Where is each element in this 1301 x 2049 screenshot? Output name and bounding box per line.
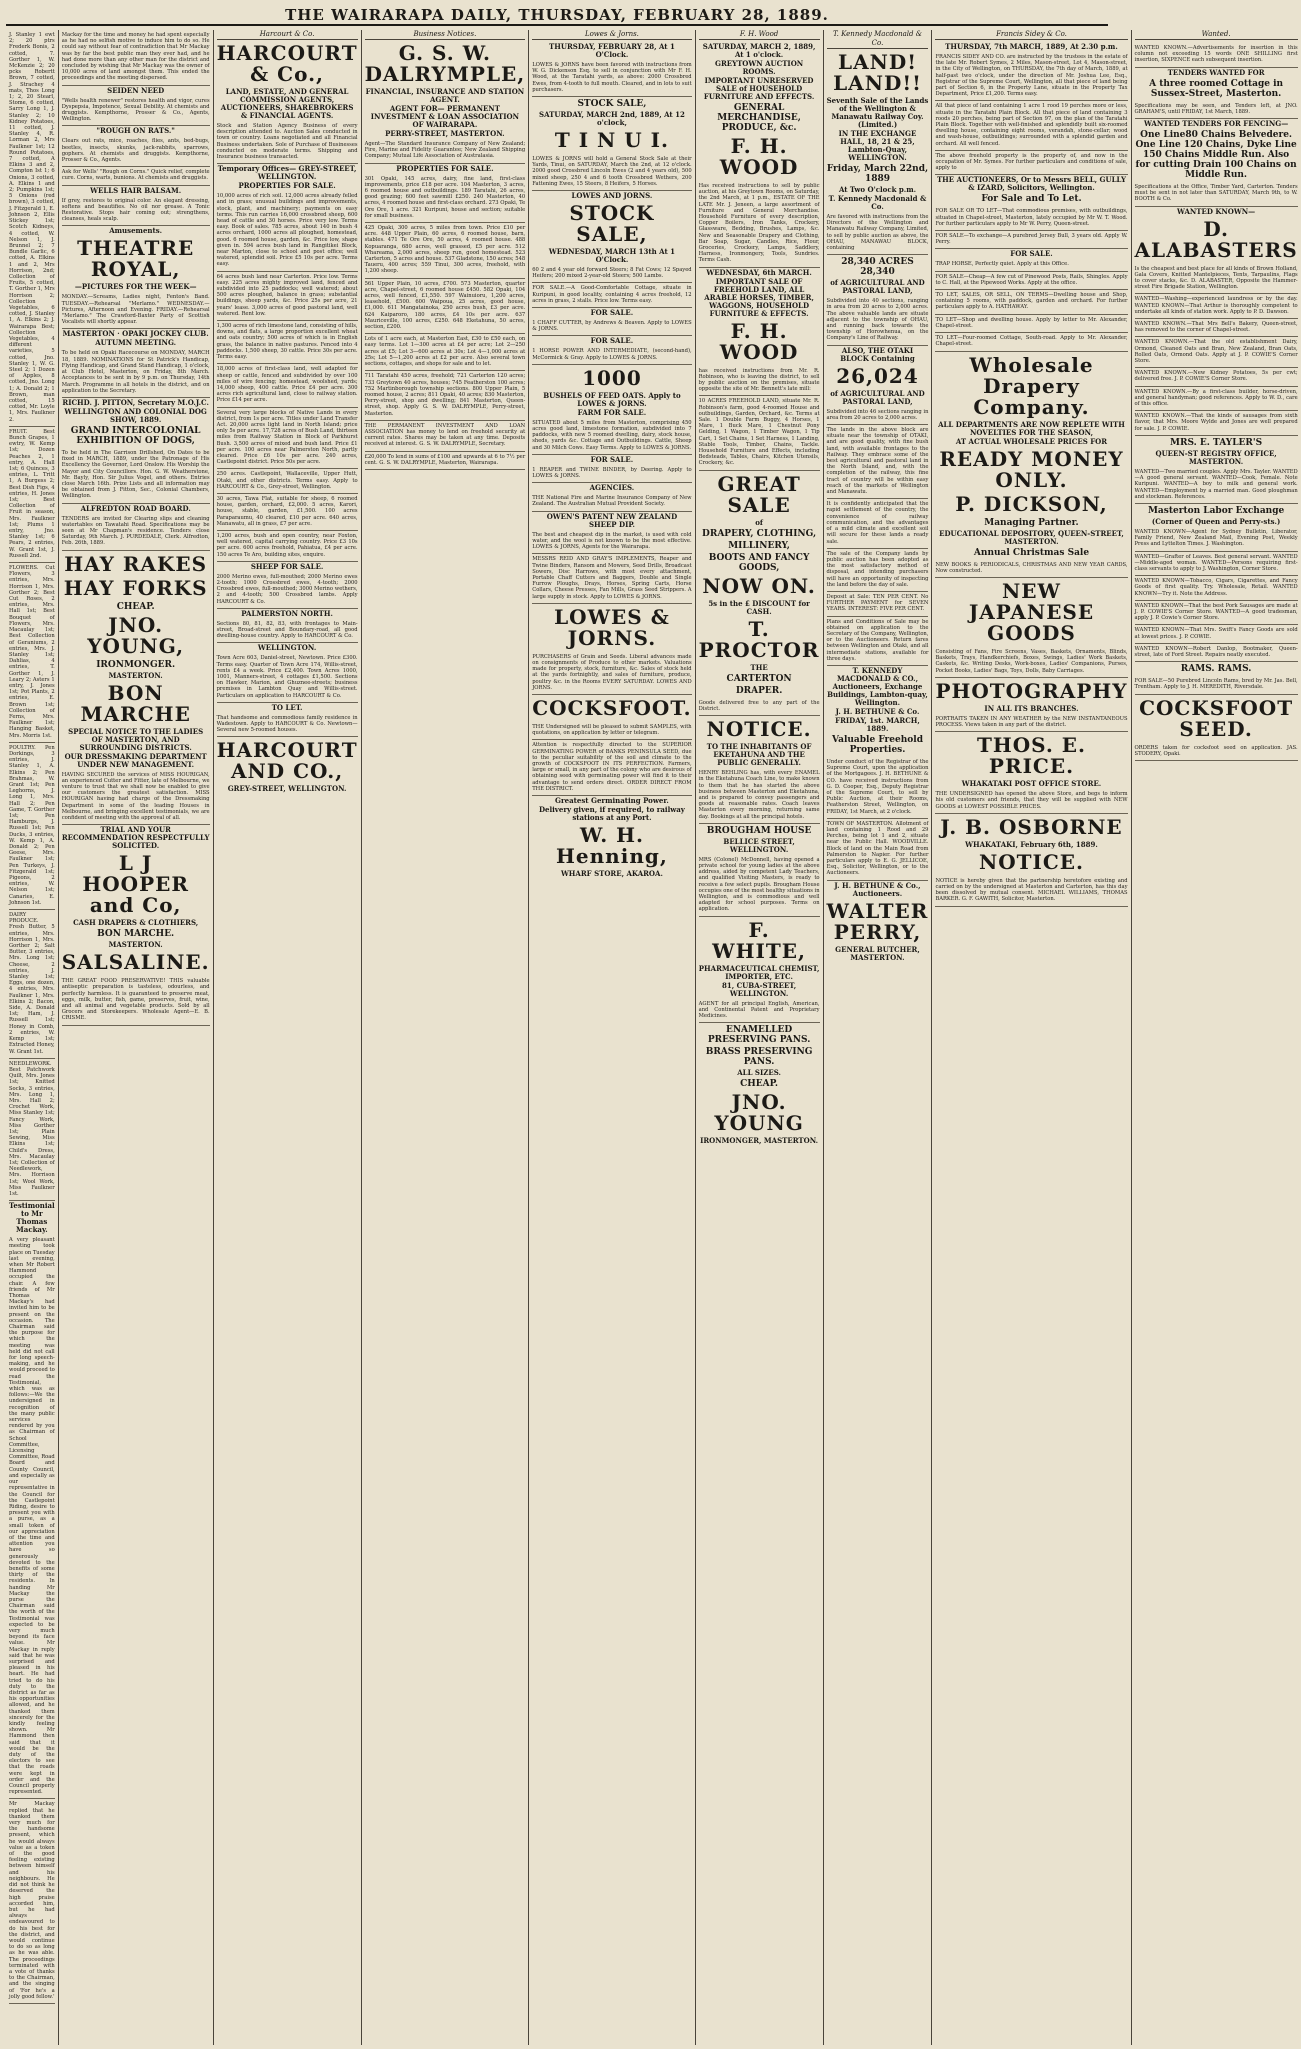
display-headline: HARCOURT & Co., bbox=[216, 41, 358, 86]
display-headline: T. PROCTOR bbox=[698, 616, 820, 662]
heading: LAND, ESTATE, AND GENERAL COMMISSION AGENTS, AUCTIONEERS, SHAREBROKERS & FINANCIAL AGENTS. bbox=[220, 87, 354, 120]
heading: PROPERTIES FOR SALE. bbox=[396, 163, 494, 173]
article-text: 10,000 acres of rich soil. 12,000 acres already felled and in grass; unusual buildings and improvements, stock, plant, and machinery; payments on easy terms. This run carries 16,000 crossbred sheep, 600 head of cattle and 30 horses. Price very low. Terms easy. Book of sales. 785 acres, about 140 in bush 4 acres orchard, 1000 acres all ploughed, homestead, good. 6 roomed house, garden, &c. Price low, shape given in. 594 acres bush land in Rangitikei Block, near Marton, close to school and post office; well watered, splendid soil. Price £5 10s per acre. Terms easy. bbox=[217, 191, 358, 271]
subheading: RAMS. RAMS. bbox=[1180, 664, 1252, 675]
article-text: FOR SALE—To exchange—A purebred Jersey Bull, 3 years old. Apply W. Perry. bbox=[935, 231, 1127, 249]
article-text: J. Stanley 1 ewt 2; 20 ptrs Frederk Bonis, 2 cotted, 7. Gorther 1, W. McKenzie 2; 20 pcks Robertt Brown, 7 cotted, J. Strachey 4 mats, Thos Long 1; 2, 20 Stearl, Stome, 6 cotted, Sarry Long 1, J. Stanley 2; 10 Kidney Potatoes, 11 cotted, J. Stanley 4, R. Lorman 2, Mrs Faulkner 1st; 12 Round Potatoes, 7 cotted, A Elkins 3 and 2, Compton Ist 1; 6 Onions, 3 cotted, A. Elkins 1 and 2; Pumpkins 1st; 5 Onions (red brown), 3 cotted, J. Fitzgerald 1, E. Johnson 2, Ellis Stickey 1st; Scotch Kidneys, 4 cotted, W. Nelson 1, J. Brunnel 2; 7 Bundle Garlic, 6 cotted, A. Elkins 1 and 2, Mrs Horrison, 2nd; Collection of Fruits, 5 cotted, T. Gorther 1, Mrs Horrison 2; Collection Vegetables, 6 cotted, J. Stanley 1, A. Elkins 2; J. Wairarapa Best; Collection Vegetables, 4 different varieties, 5 cotted, Jno. Stanley 1, W. G. Steel 2; 1 Dozen of Apples, 8 cotted, Jno. Long 1; A. Donald 2; 1 Brown, man cotted, 15 cotted, Mr. Loyle 1, Mrs. Faulkner 2. bbox=[9, 30, 55, 427]
column-header: Harcourt & Co. bbox=[217, 30, 358, 40]
display-headline: HARCOURT AND CO., bbox=[216, 738, 358, 784]
heading: 81, CUBA-STREET, WELLINGTON. bbox=[721, 980, 797, 998]
article-text: NOTICE is hereby given that the partnership heretofore existing and carried on by the undersigned at Masterton and Carterton, has this day been dissolved by mutual consent. MICHAEL WILLIAMS, THOMAS BARKER. G. F. GAWITH, Solicitor, Masterton. bbox=[935, 876, 1127, 907]
article-text: PORTRAITS TAKEN IN ANY WEATHER by the NEW INSTANTANEOUS PROCESS. Views taken in any part of the district. bbox=[935, 714, 1127, 732]
article-text: MONDAY.—Screams, Ladies night, Fenton's Band. TUESDAY.—Rehearsal "Merlamo." WEDNESDAY.—Pictures, Afternoon and Evening. FRIDAY.—Rehearsal "Merlamo." The Crawford-Baxter Party of Scottish Vocalists will shortly appear. bbox=[62, 292, 210, 329]
heading: PALMERSTON NORTH. bbox=[241, 608, 333, 618]
article-text: 1 HORSE POWER AND INTERMEDIATE, (second-hand), McCormick & Gray. Apply to LOWES & JORNS. bbox=[532, 346, 691, 364]
article-text: POULTRY. Pen Dorkings, 3 entries, J. Stanley 1, A. Elkins 2; Pen Brahmas, W. Grant 1st; Pen Leghorns, J. Long 1, Mrs. Hall 2; Pen Game, T. Gorther 1st; Pen Hamburgs, J. Russell 1st; Pen Ducks, 3 entries, W. Kemp 1, A. Donald 2; Pen Geese, Mrs. Faulkner 1st; Pen Turkeys, J. Fitzgerald 1st; Pigeons, 2 entries, W. Nelson 1st; Canaries, E. Johnson 1st. bbox=[9, 743, 55, 910]
display-headline: F. H. WOOD bbox=[719, 318, 799, 364]
article-text: FOR SALE—Cheap—A few cut of Pinewood Posts, Rails, Shingles. Apply to C. Hall, at the Pipewood Works. Apply at the office. bbox=[935, 272, 1127, 290]
display-headline: L J HOOPER and Co, bbox=[82, 851, 189, 918]
columns-container bbox=[6, 30, 1298, 2045]
article-text: has received instructions from Mr. R. Robinson, who is leaving the district, to sell by public auction on the premises, situate opposite the site of Mr. Bennett's late mill: bbox=[699, 366, 820, 397]
article-text: WANTED KNOWN—Agent for Sydney Bulletin, Liberator, Family Friend, New Zealand Mail, Evening Post, Weekly Press and Lyttelton Times. J. Washington. bbox=[1135, 527, 1298, 552]
article-text: 1 CHAFF CUTTER, by Andrews & Beaven. Apply to LOWES & JORNS. bbox=[532, 318, 691, 336]
article-text: Plans and Conditions of Sale may be obtained on application to the Secretary of the Company, Wellington, or to the Auctioneers. Return fares between Wellington and Otaki, and all intermediate stations, available for three days. bbox=[827, 617, 929, 666]
article-text: WANTED—Two married couples. Apply Mrs. Tayler. WANTED—A good general servant. WANTED—Cook, Female. Note Kuripuni. WANTED—A boy to milk and general work. WANTED—Employment by a married man. Good ploughman and stockman. References. bbox=[1135, 467, 1298, 504]
heading: SEIDEN NEED bbox=[107, 85, 165, 95]
display-headline: LAND! LAND!! bbox=[833, 50, 922, 95]
article-text: Attention is respectfully directed to the SUPERIOR GERMINATING POWER of BANKS PENINSULA SEED, due to the peculiar suitability of the soil and climate to the growth of COCKSFOOT IN ITS PERFECTION. Farmers, large or small, in any part of the colony who are desirous of obtaining seed with germinating power will find it to their advantage to send orders direct. ORDER DIRECT FROM THE DISTRICT. bbox=[532, 740, 691, 796]
subheading: DRAPERY, CLOTHING, bbox=[702, 528, 817, 539]
subheading: GENERAL MERCHANDISE, PRODUCE, &c. bbox=[717, 103, 801, 133]
heading: SATURDAY, MARCH 2nd, 1889, At 12 o'clock, bbox=[539, 110, 685, 128]
article-text: Ask for Wells' "Rough on Corns." Quick relief, complete cure. Corns, warts, bunions. At chemists and druggists. bbox=[62, 167, 210, 185]
heading: TO LET. bbox=[271, 702, 303, 712]
subheading: For Sale and To Let. bbox=[981, 194, 1082, 205]
article-text: Subdivided into 46 sections ranging in area from 20 acres to 2,000 acres. bbox=[827, 407, 929, 425]
display-headline: NEW JAPANESE GOODS bbox=[968, 578, 1095, 645]
display-headline: WALTER PERRY, bbox=[826, 898, 929, 944]
heading: WELLINGTON AND COLONIAL DOG SHOW, 1889. bbox=[64, 406, 207, 424]
article-text: Goods delivered free to any part of the District. bbox=[699, 698, 820, 716]
heading: FOR SALE. bbox=[590, 454, 634, 464]
column-7 bbox=[823, 30, 932, 2045]
heading: THE bbox=[750, 662, 768, 672]
article-text: MRS (Colonel) McDonnell, having opened a private school for young ladies at the above address, aided by competent Lady Teachers, and qualified Visiting Masters, is ready to receive a few select pupils. Brougham House occupies one of the most healthy situations in Wellington, and is commodious and well adapted for school purposes. Terms on application. bbox=[699, 855, 820, 917]
heading: MASTERTON · OPAKI JOCKEY CLUB. bbox=[62, 329, 209, 339]
article-text: PURCHASERS of Grain and Seeds. Liberal advances made on consignments of Produce to other markets. Valuations made for property, stock, furniture, &c. Sales of stock held at the yards fortnightly, and sales of furniture, produce, poultry &c. in the Rooms EVERY SATURDAY. LOWES AND JORNS. bbox=[532, 652, 691, 695]
article-text: WANTED KNOWN.—Advertisements for insertion in this column not exceeding 15 words ONE SHILLING first insertion, SIXPENCE each subsequent insertion. bbox=[1135, 43, 1298, 68]
article-text: WANTED KNOWN—That the best Pork Sausages are made at J. P. COWIE'S Corner Store. WANTED—A good tradesman, apply J. P. Cowie's Corner Store. bbox=[1135, 601, 1298, 626]
subheading: BOOTS AND FANCY GOODS, bbox=[708, 552, 810, 573]
article-text: 2000 Merino ewes, full-mouthed; 2000 Merino ewes 2-tooth; 1000 Crossbred ewes, 4-tooth; 2000 Crossbred ewes, full-mouthed; 3000 Merino wethers, 2 and 4-tooth; 500 Crossbred lambs. Apply HARCOURT & Co. bbox=[217, 572, 358, 609]
article-text: Specifications may be seen, and Tenders left, at JNO. GRAHAM'S, until FRIDAY, 1st March, 1889. bbox=[1135, 101, 1298, 119]
article-text: 64 acres bush land near Carterton. Price low. Terms easy. 225 acres mighty improved land, fenced and subdivided into 25 paddocks; well watered; about 500 acres ploughed, balance in grass; substantial buildings, sheep yards, &c. Price 25s per acre, 21 years' lease. 3,000 acres of good pastoral land, well watered. Rent low. bbox=[217, 272, 358, 321]
article-text: THE PERMANENT INVESTMENT AND LOAN ASSOCIATION has money to lend on freehold security at current rates. Shares may be taken at any time. Deposits received at interest. G. S. W. DALRYMPLE, Secretary. bbox=[365, 421, 526, 452]
article-text: SITUATED about 5 miles from Masterton, comprising 450 acres good land, limestone formation, subdivided into 7 paddocks, with new 5 roomed dwelling, dairy, stock house, sheds, yards &c. Cottage and Outbuildings. Cattle, Sheep and 30 Milch Cows. Easy Terms. Apply to LOWES & JORNS. bbox=[532, 418, 691, 455]
heading: ALL SIZES. bbox=[737, 1068, 781, 1078]
heading: Greatest Germinating Power. bbox=[555, 795, 669, 805]
article-text: NEEDLEWORK. Best Patchwork Quilt, Mrs. Jones 1st; Knitted Socks, 3 entries, Mrs. Long 1, Mrs. Hall 2; Crochet Work, Miss Stanley 1st; Fancy Work, Miss Gorther 1st; Plain Sewing, Miss Elkins 1st; Child's Dress, Mrs. Macaulay 1st; Collection of Needlework, Mrs. Horrison 1st; Wool Work, Miss Faulkner 1st. bbox=[9, 1059, 55, 1201]
article-text: Lots of 1 acre each, at Masterton East, £30 to £50 each, on easy terms. Lot 1—300 acres at £4 per acre; Lot 2—250 acres at £5; Lot 3—600 acres at 30s; Lot 4—1,000 acres at 25s; Lot 5—1,200 acres at £2 per acre. Also several town sections, cottages, and shops for sale and to let. bbox=[365, 334, 526, 371]
subheading: STOCK SALE, bbox=[577, 99, 647, 110]
heading: WANTED TENDERS FOR FENCING— bbox=[1144, 119, 1289, 129]
heading: WEDNESDAY, 6th MARCH. bbox=[706, 267, 812, 277]
article-text: THE National Fire and Marine Insurance Company of New Zealand. The Australian Mutual Provident Society. bbox=[532, 493, 691, 511]
heading: RICHD. J. PITTON, Secretary M.O.J.C. bbox=[62, 397, 209, 407]
heading: TRIAL AND YOUR RECOMMENDATION RESPECTFULLY SOLICITED. bbox=[61, 825, 210, 851]
heading: THE AUCTIONEERS, Or to Messrs BELL, GULLY & IZARD, Solicitors, Wellington. bbox=[936, 175, 1126, 193]
display-headline: READY MONEY ONLY. bbox=[939, 446, 1124, 492]
heading: TO THE INHABITANTS OF EKETAHUNA AND THE PUBLIC GENERALLY. bbox=[706, 742, 812, 768]
column-8 bbox=[931, 30, 1130, 2045]
article-text: 18,000 acres of first-class land, well adapted for sheep or cattle, fenced and subdivided by over 100 miles of wire fencing; homestead, woolshed, yards; 14,000 sheep, 400 cattle. Price £4 per acre. 300 acres rich agricultural land, close to railway station. Price £14 per acre. bbox=[217, 364, 358, 407]
subheading: 28,340 ACRES 28,340 bbox=[841, 257, 914, 278]
heading: SPECIAL NOTICE TO THE LADIES OF MASTERTON, AND SURROUNDING DISTRICTS. bbox=[68, 726, 204, 752]
article-text: HENRY BEHLING has, with every ENAMEL in the Eketahuna Coach Line, to make known to them that he has started the above business between Masterton and Eketahuna, and is prepared to convey passengers and goods at reasonable rates. Coach leaves Masterton every morning, returning same day. Bookings at all the principal hotels. bbox=[699, 768, 820, 824]
display-headline: T I N U I. bbox=[554, 128, 669, 153]
column-2 bbox=[58, 30, 213, 2045]
heading: SHEEP FOR SALE. bbox=[250, 561, 324, 571]
article-text: Subdivided into 40 sections, ranging in area from 20 acres to 2,000 acres. The above valuable lands are situate adjacent to the township of OHAU, and running back towards the township of Horowhenua, on the Company's Line of Railway. bbox=[827, 296, 929, 345]
subheading: One Line80 Chains Belvedere. One Line 120 Chains, Dyke Line 150 Chains Middle Run. Also for cutting Drain 100 Chains on Middle Run. bbox=[1135, 130, 1297, 181]
subheading: BRASS PRESERVING PANS. bbox=[705, 1047, 813, 1068]
article-text: Agent—The Standard Insurance Company of New Zealand; Fire, Marine and Fidelity Guarantee; New Zealand Shipping Company; Mutual Life Association of Australasia. bbox=[365, 139, 526, 164]
article-text: FOR SALE OR TO LET—That commodious premises, with outbuildings, situated in Chapel-street, Masterton, lately occupied by Mr W. T. Wood. For further particulars apply to Mr W. Perry, Queen-street. bbox=[935, 206, 1127, 231]
article-text: 1,200 acres, bush and open country, near Foxton, well watered, capital carrying country. Price £3 10s per acre. 600 acres freehold, Pahiatua, £4 per acre. 150 acres Te Aro, building sites, enquire. bbox=[217, 531, 358, 562]
subheading: ENAMELLED PRESERVING PANS. bbox=[707, 1025, 811, 1046]
subheading: A three roomed Cottage in Sussex-Street, Masterton. bbox=[1149, 78, 1284, 99]
subheading: CARTERTON bbox=[726, 673, 792, 684]
heading: OUR DRESSMAKING DEPARTMENT UNDER NEW MANAGEMENT. bbox=[64, 751, 207, 769]
heading: AUTUMN MEETING. bbox=[95, 338, 177, 348]
column-header: Lowes & Jorns. bbox=[532, 30, 691, 40]
article-text: Several very large blocks of Native Lands in every district, from 1s per acre. Titles under Land Transfer Act. 20,000 acres light land in North Island; price only 5s per acre. 17,728 acres of Bush Land, thirteen miles from Railway Station in Block of Parkhurst Bush. 3,500 acres of mixed and bush land. Price £1 per acre. 100 acres near Palmerston North, partly cleared. Price £6 10s per acre. 240 acres, Castlepoint district. Price 50s per acre. bbox=[217, 408, 358, 470]
article-text: FOR SALE—50 Purebred Lincoln Rams, bred by Mr. Jas. Bell, Trentham. Apply to J. H. MEREDITH, Riversdale. bbox=[1135, 676, 1298, 694]
article-text: 711 Taratahi 450 acres, freehold; 721 Carterton 120 acres; 733 Greytown 40 acres, houses; 745 Featherston 100 acres; 752 Martinborough township sections. 800 Upper Plain, 5 roomed house, 2 acres; 811 Opaki, 40 acres; 830 Masterton, Perry-street, shop and dwelling; 841 Masterton, Queen-street, shop. Apply G. S. W. DALRYMPLE, Perry-street, Masterton. bbox=[365, 371, 526, 420]
heading: GREYTOWN AUCTION ROOMS. bbox=[714, 59, 804, 76]
article-text: WANTED KNOWN.—New Kidney Potatoes, 5s per cwt; delivered free. J. P. COWIE'S Corner Store. bbox=[1135, 368, 1298, 386]
heading: LOWES AND JORNS. bbox=[571, 191, 653, 201]
article-text: Sections 80, 81, 82, 83, with frontages to Main-street, Broad-street and Boundary-road, all good dwelling-house country. Apply to HARCOURT & Co. bbox=[217, 619, 358, 644]
display-headline: 1000 bbox=[582, 365, 642, 390]
subheading: MRS. E. TAYLER'S bbox=[1170, 437, 1263, 448]
article-text: 425 Opaki, 300 acres, 5 miles from town. Price £10 per acre. 448 Upper Plain, 60 acres, 6 roomed house, barn, stables. 471 Te Ore Ore, 50 acres, 4 roomed house. 488 Kopuaranga, 680 acres, well grassed, £5 per acre. 512 Whareama, 2,000 acres, sheep run, good homestead. 523 Carterton, 5 acres and house. 537 Gladstone, 150 acres; 548 Taueru, 400 acres; 559 Tinui, 300 acres, freehold, with 1,200 sheep. bbox=[365, 223, 526, 279]
article-text: Specifications at the Office, Timber Yard, Carterton. Tenders must be sent in not later than SATURDAY, March 9th, to W. BOOTH & Co. bbox=[1135, 182, 1298, 207]
heading: FOR SALE. bbox=[590, 336, 634, 346]
article-text: TO LET—Shop and dwelling house. Apply by letter to Mr. Alexander, Chapel-street. bbox=[935, 315, 1127, 333]
heading: WHAKATAKI POST OFFICE STORE. bbox=[961, 779, 1102, 789]
heading: FOR SALE. bbox=[590, 308, 634, 318]
article-text: 1 REAPER and TWINE BINDER, by Deering. Apply to LOWES & JORNS. bbox=[532, 465, 691, 483]
display-headline: Wholesale Drapery Company. bbox=[969, 352, 1094, 419]
heading: PHARMACEUTICAL CHEMIST, IMPORTER, ETC. bbox=[698, 963, 820, 981]
heading: IRONMONGER, MASTERTON. bbox=[700, 1136, 819, 1146]
display-headline: 26,024 bbox=[836, 363, 919, 388]
display-headline: F. WHITE, bbox=[712, 917, 806, 963]
article-text: £20,000 To lend in sums of £100 and upwards at 6 to 7½ per cent. G. S. W. DALRYMPLE, Masterton, Wairarapa. bbox=[365, 452, 526, 470]
display-headline: NOTICE. bbox=[706, 717, 812, 742]
article-text: "Wells health renewer" restores health and vigor, cures Dyspepsia, Impotence, Sexual Debility. At chemists and druggists. Kempthorne, Prosser & Co., Agents, Wellington. bbox=[62, 96, 210, 127]
article-text: Clears out rats, mice, roaches, flies, ants, bed-bugs, beetles, insects, skunks, jack-rabbits, sparrows, gophers. At chemists and druggists. Kempthorne, Prosser & Co., Agents. bbox=[62, 136, 210, 167]
article-text: ORDERS taken for cocksfoot seed on application. JAS. STODERY, Opaki. bbox=[1135, 743, 1298, 761]
heading: J. H. BETHUNE & Co., Auctioneers. bbox=[834, 880, 921, 898]
heading: Amusements. bbox=[109, 226, 163, 236]
subheading: CHEAP. bbox=[740, 1079, 779, 1090]
display-headline: JNO. YOUNG, bbox=[87, 612, 185, 658]
heading: IMPORTANT SALE OF FREEHOLD LAND, ALL ARABLE HORSES, TIMBER, WAGGONS, HOUSEHOLD FURNITURE & EFFECTS. bbox=[704, 276, 814, 318]
subheading: CHEAP. bbox=[116, 601, 155, 612]
heading: AGENT FOR— PERMANENT INVESTMENT & LOAN ASSOCIATION OF WAIRARAPA. bbox=[370, 104, 520, 129]
display-headline: LOWES & JORNS. bbox=[554, 604, 670, 650]
heading: T. KENNEDY MACDONALD & CO., Auctioneers, Exchange Buildings, Lambton-quay, Wellington. bbox=[827, 665, 928, 707]
article-text: It is confidently anticipated that the rapid settlement of the country, the convenience of railway communication, and the advantages of a mild climate and excellent soil will secure for these lands a ready sale. bbox=[827, 499, 929, 548]
heading: WEDNESDAY, MARCH 13th At 1 O'Clock. bbox=[548, 247, 675, 265]
display-headline: W. H. Henning, bbox=[556, 822, 668, 868]
heading: ALSO, THE OTAKI BLOCK Containing bbox=[840, 345, 915, 363]
article-text: Mackay for the time and money he had spent especially as he had no selfish motive to induce him to do so. He could say without fear of contradiction that Mr Mackay was by far the best public man they ever had, and he had done more than any other man for the district and concluded by wishing that Mr Mackay was the owner of 10,000 acres of land amongst them. This ended the proceedings and the meeting dispersed. bbox=[62, 30, 210, 86]
column-3 bbox=[213, 30, 361, 2045]
heading: SATURDAY, MARCH 2, 1889, At 1 o'clock. bbox=[702, 42, 816, 59]
article-text: FRUIT. Best Bunch Grapes, 1 ewtry, W. Kemp 1st; Dozen Peaches 2, 1 entry, A. Hall 1st; 6 Quinces, 3 entries, L. Tritt 1, A Burgess 2; Best Dish Figs, 4 entries, H. Jones 1st; Best Collection of Fruit in season, Mrs. Faulkner 1st; Plums 1 entry, Jno. Stanley 1st; 6 Pears, 2 entries, W. Grant 1st, J. Russell 2nd. bbox=[9, 427, 55, 563]
heading: EDUCATIONAL DEPOSITORY, QUEEN-STREET, MASTERTON. bbox=[939, 528, 1124, 546]
heading: AGENCIES. bbox=[589, 483, 635, 493]
column-header: T. Kennedy Macdonald & Co. bbox=[827, 30, 929, 49]
article-text: 561 Upper Plain, 10 acres, £700. 573 Masterton, quarter acre, Chapel-street, 6 roomed house £450. 582 Opaki, 104 acres, well fenced, £1,550. 597 Wainuioru, 1,200 acres, leasehold, £500. 600 Waipoua, 25 acres, good house, £1,000. 611 Mangatainoka, 250 acres bush, £3 per acre. 624 Kaiparoro, 180 acres, £4 10s per acre. 637 Mauriceville, 100 acres, £250. 648 Eketahuna, 50 acres, section, £200. bbox=[365, 279, 526, 335]
heading: of AGRICULTURAL AND PASTORAL LAND, bbox=[830, 278, 925, 296]
article-text: TO LET, SALES, OR SELL, ON TERMS—Dwelling house and Shop, containing 5 rooms, with paddock, garden and orchard. For further particulars apply to A. HATHAWAY. bbox=[935, 290, 1127, 315]
heading: T. Kennedy Macdonald & Co. bbox=[828, 194, 927, 211]
subheading: MILLINERY, bbox=[728, 540, 790, 551]
display-headline: P. DICKSON, bbox=[955, 491, 1108, 516]
heading: BELLICE STREET, WELLINGTON. bbox=[723, 836, 795, 854]
heading: of AGRICULTURAL AND PASTORAL LAND, bbox=[830, 388, 925, 406]
heading: (Corner of Queen and Perry-sts.) bbox=[1151, 516, 1281, 526]
heading: MASTERTON. bbox=[108, 670, 163, 680]
heading: CASH DRAPERS & CLOTHIERS, bbox=[73, 918, 199, 928]
heading: GENERAL BUTCHER, MASTERTON. bbox=[835, 944, 920, 962]
article-text: MESSRS REID AND GRAY'S IMPLEMENTS, Reaper and Twine Binders, Ransom and Mowers, Seed Drills, Broadcast Sowers, Disc Harrows, with most every attachment, Portable Chaff Cutters and Baggers, Double and Single Furrow Ploughs, Drays, Horses, Spring Carts, Horse Collars, Cheese Presses, Fan Mills, Grass Seed Strippers. A large supply in stock. Apply to LOWES & JORNS. bbox=[532, 554, 691, 603]
heading: WANTED KNOWN— bbox=[1177, 206, 1256, 216]
column-header: Francis Sidey & Co. bbox=[935, 30, 1127, 40]
column-9 bbox=[1131, 30, 1301, 2045]
subheading: Managing Partner. bbox=[984, 517, 1079, 528]
article-text: A very pleasant meeting took place on Tuesday last evening, when Mr Robert Hammond occupied the chair. A few friends of Mr Thomas Mackay's had invited him to be present on the occasion. The Chairman said the purpose for which the meeting was held did not call for long speech-making, and he would proceed to read the Testimonial, which was as follows:—We the undersigned in recognition of the many public services rendered by you as Chairman of School Committee, Licensing Committee, Road Board and County Council, and especially as our representative in the Council for the Castlepoint Riding, desire to present you with a purse, as a small token of our appreciation of the time and attention you have so generously devoted to the benefits of some thirty of the residents. In handing Mr Mackay the purse the Chairman said the worth of the Testimonial was expected to be very much beyond its face value. Mr Mackay in reply said that he was surprised and pleased in his heart. He had tried to do his duty to the district as far as his opportunities allowed, and he thanked them sincerely for the kindly feeling shown. Mr Hammond then said that it would be the duty of the electors to see that the roads were kept in order and the Council properly represented. bbox=[9, 1235, 55, 1799]
display-headline: THOS. E. PRICE. bbox=[976, 733, 1087, 779]
heading: 5s in the £ DISCOUNT for CASH. bbox=[708, 598, 810, 616]
article-text: Town Acre 603, Daniel-street, Newtown. Price £300. Terms easy. Quarter of Town Acre 174, Willis-street, rents £4 a week. Price £2,400. Town Acres 1000, 1001, Manners-street, 4 cottages £1,500. Sections on Hawker, Marion, and Ghuznee-streets; business premises in Lambton Quay and Willis-street. Particulars on application to HARCOURT & Co. bbox=[217, 653, 358, 702]
article-text: LOWES & JORNS will hold a General Stock Sale at their Yards, Tinui, on SATURDAY, March the 2nd, at 12 o'clock. 2000 good Crossbred Lincoln Ewes (2 and 4 years old), 500 mixed sheep, 250 4 and 6 tooth Crossbred Wethers, 200 Fattening Ewes, 15 Steers, 8 Heifers, 5 Horses. bbox=[532, 154, 691, 191]
article-text: TOWN OF MASTERTON. Allotment of land containing 1 Rood and 29 Perches, being lot 1 and 2, situate near the Public Hall. WOODVILLE. Block of land on the Main Road from Palmerston to Napier. For further particulars apply to E. G. JELLICOE, Esq., Solicitor, Wellington, or to the Auctioneers. bbox=[827, 819, 929, 881]
article-text: The sale of the Company lands by public auction has been adopted as the most satisfactory method of disposal, and intending purchasers will have an opportunity of inspecting the land before the day of sale. bbox=[827, 549, 929, 592]
display-headline: HAY FORKS bbox=[63, 575, 208, 600]
article-text: The above freehold property is the property of, and now in the occupation of Mr. Symes. For further particulars and conditions of sale, apply to bbox=[935, 151, 1127, 176]
article-text: WANTED KNOWN—Tobacco, Cigars, Cigarettes, and Fancy Goods of first quality. Try. Wholesale, Retail. WANTED KNOWN—Try it. Note the Address. bbox=[1135, 576, 1298, 601]
heading: PERRY-STREET, MASTERTON. bbox=[385, 129, 505, 138]
display-headline: G. S. W. DALRYMPLE, bbox=[364, 41, 526, 86]
display-headline: PHOTOGRAPHY bbox=[935, 678, 1128, 703]
display-headline: COCKSFOOT SEED. bbox=[1139, 695, 1294, 741]
column-6 bbox=[695, 30, 823, 2045]
article-text: The lands in the above block are situate near the township of OTAKI, and are good quality, with fine bush land, with available frontages to the Railway. They embrace some of the best agricultural and pastoral land in the North Island, and, with the completion of the railway, this fine tract of country will be within easy reach of the markets of Wellington and Manawatu. bbox=[827, 425, 929, 499]
heading: WHARF STORE, AKAROA. bbox=[560, 868, 663, 878]
article-text: 10 ACRES FREEHOLD LAND, situate Mr. R. Robinson's farm, good 4-roomed House and outbuildings, Garden, Orchard, &c. Terms at Sale. 1 Double Farm Buggy, 4 Horses, 1 Mare, 1 Buck Mare, 1 Chestnut Pony Gelding, 1 Wagon, 1 Timber Wagon, 1 Tip Cart, 1 Set Chains, 1 Set Harness, 1 Landing, Stable Tools, Timber, Chains, Tackle. Household Furniture and Effects, including Bedsteads, Tables, Chairs, Kitchen Utensils, Crockery, &c. bbox=[699, 396, 820, 470]
article-text: FOR SALE.—A Good-Comfortable Cottage, situate in Kuripuni, in good locality, containing 4 acres freehold, 12 acres in grass, 2 stalls. Price low. Terms easy. bbox=[532, 283, 691, 308]
article-text: FLOWERS. Cut Flowers, 3 entries, Mrs. Horrison 1, Mrs. Gorther 2; Best Cut Roses, 2 entries, Mrs. Hall 1st; Best Bouquet of Flowers, Mrs. Macaulay 1st; Best Collection of Geraniums, 2 entries, Mrs. J. Stanley 1st; Dahlias, 4 entries, T. Gorther 1, J. Leary 2; Asters 1 entry, J. Jones 1st; Pot Plants, 2 entries, E. Brown 1st; Collection of Ferns, Mrs. Faulkner 1st; Hanging Basket, Mrs. Morris 1st. bbox=[9, 563, 55, 743]
display-headline: STOCK SALE, bbox=[569, 201, 655, 247]
heading: WELLINGTON. bbox=[257, 643, 317, 653]
heading: AT ACTUAL WHOLESALE PRICES FOR bbox=[955, 436, 1108, 446]
column-header: F. H. Wood bbox=[699, 30, 820, 40]
heading: WELLS HAIR BALSAM. bbox=[90, 185, 182, 195]
article-text: To be held in The Garrison Drillshed, On Dates to be fixed in MARCH, 1889, under the Patronage of His Excellency the Governor, Lord Onslow. His Worship the Mayor and City Councillors. Hon. G. W. Weatherstone, Mr. Bayly, Hon. Sir Julius Vogel, and others. Entries close March 16th. Prize Lists and all information may be obtained from J. Fitton, Sec., Colonial Chambers, Wellington. bbox=[62, 448, 210, 504]
subheading: IRONMONGER. bbox=[96, 659, 176, 670]
heading: ALL DEPARTMENTS ARE NOW REPLETE WITH NOVELTIES FOR THE SEASON, bbox=[938, 419, 1125, 437]
heading: WHAKATAKI, February 6th, 1889. bbox=[965, 839, 1098, 849]
heading: THURSDAY, 7th MARCH, 1889, At 2.30 p.m. bbox=[945, 42, 1118, 51]
heading: ALFREDTON ROAD BOARD. bbox=[80, 503, 191, 513]
article-text: 60 2 and 4 year old forward Steers; 8 Fat Cows; 12 Spayed Heifers; 200 mixed 2-year-old Steers; 500 Lambs. bbox=[532, 265, 691, 283]
heading: "ROUGH ON RATS." bbox=[96, 126, 175, 136]
subheading: DRAPER. bbox=[735, 685, 783, 696]
display-headline: SALSALINE. bbox=[61, 950, 210, 975]
heading: Testimonial to Mr Thomas Mackay. bbox=[9, 1201, 55, 1235]
heading: THURSDAY, FEBRUARY 28, At 1 O'Clock. bbox=[549, 42, 675, 59]
article-text: LOWES & JORNS have been favored with instructions from W. G. Dickenson Esq. to sell in conjunction with Mr F. H. Wood, at the Taratahi yards, as above: 2000 Crossbred Ewes, from 4-tooth to full mouth. Cleared, and in lots to suit purchasers. bbox=[532, 60, 691, 97]
article-text: WANTED KNOWN.—That the kinds of sausages from sixth flavor, that Mrs. Moore Wylde and Jones are well prepared for sale. J. P. COWIE. bbox=[1135, 411, 1298, 436]
article-text: Mr Mackay replied that he thanked them very much for the handsome present, which he would always value as a token of the good feeling existing between himself and his neighbours. He did not think he deserved the high praise accorded him, but he had always endeavoured to do his best for the district, and would continue to do so as long as he was able. The proceedings terminated with a vote of thanks to the Chairman, and the singing of 'For he's a jolly good fellow.' bbox=[9, 1799, 55, 2004]
subheading: Valuable Freehold Properties. bbox=[831, 734, 924, 755]
article-text: WANTED KNOWN—That Mrs. Swift's Fancy Goods are sold at lowest prices. J. P. COWIE. bbox=[1135, 625, 1298, 643]
display-headline: GREAT SALE bbox=[717, 471, 801, 517]
article-text: Deposit at Sale: TEN PER CENT. No FURTHER PAYMENT for SEVEN YEARS. INTEREST: FIVE PER CENT. bbox=[827, 592, 929, 617]
display-headline: F. H. WOOD bbox=[719, 134, 799, 179]
heading: PROPERTIES FOR SALE. bbox=[238, 181, 336, 191]
article-text: WANTED KNOWN.—That the old establishment Dairy, Ormond, Cleaned Oats and Bran, New Zealand, Bran Oats, Rolled Oats, Ormond Oats. Apply at J. P. COWIE'S Corner Store. bbox=[1135, 337, 1298, 368]
article-text: Under conduct of the Registrar of the Supreme Court, upon the application of the Mortgagees. J. H. BETHUNE & CO. have received instructions from G. D. Cooper, Esq., Deputy Registrar of the Supreme Court, to sell by Public Auction, at their Rooms, Featherston Street, Wellington, on FRIDAY, 1st March, at 2 o'clock. bbox=[827, 757, 929, 819]
heading: IMPORTANT UNRESERVED SALE of HOUSEHOLD FURNITURE AND EFFECTS. bbox=[703, 76, 815, 101]
article-text: HAVING SECURED the services of MISS HOURIGAN, an experienced Cutter and Fitter, late of Melbourne, we venture to trust that we shall now be enabled to give our customers the greatest satisfaction. MISS HOURIGAN having had charge of the Dressmaking Department in some of the leading Houses in Melbourne, and bringing excellent testimonials, we are confident of meeting with the approval of all. bbox=[62, 770, 210, 826]
heading: FRIDAY, 1st. MARCH, 1889. bbox=[835, 715, 920, 733]
heading: —PICTURES FOR THE WEEK— bbox=[74, 282, 197, 292]
display-headline: D. ALABASTERS bbox=[1134, 216, 1298, 262]
article-text: AGENT for all principal English, American, and Continental Patent and Proprietary Medicines. bbox=[699, 999, 820, 1024]
column-header: Wanted. bbox=[1135, 30, 1298, 40]
article-text: TRAP HORSE, Perfectly quiet. Apply at this Office. bbox=[935, 259, 1127, 271]
subheading: BROUGHAM HOUSE bbox=[706, 825, 812, 836]
display-headline: NOW ON. bbox=[702, 573, 816, 598]
article-text: WANTED—Grafter of Leaves. Best general servant. WANTED—Middle-aged woman. WANTED—Persons requiring first-class servants to apply to J. Washington, Corner Store. bbox=[1135, 552, 1298, 577]
heading: Delivery given, if required, to railway stations at any Port. bbox=[538, 804, 685, 822]
column-4 bbox=[361, 30, 529, 2045]
heading: BUSHELS OF FEED OATS. Apply to LOWES & JORNS. bbox=[543, 390, 681, 408]
article-text: Stock and Station Agency Business of every description attended to. Auction Sales conducted in town or country. Loans negotiated and all Financial Business undertaken. Sole of Purchase of Businesses conducted on moderate terms. Shipping and Insurance business transacted. bbox=[217, 121, 358, 164]
article-text: THE GREAT FOOD PRESERVATIVE! THIS valuable antiseptic preparation is tasteless, odourless, and perfectly harmless. It is guaranteed to preserve meat, eggs, milk, butter, fish, game, preserves, fruit, wine, and all animal and vegetable products. Sold by all Grocers and Storekeepers. Wholesale Agent—E. B. CRISME. bbox=[62, 976, 210, 1025]
article-text: 301 Opaki, 145 acres, dairy, fine land, first-class improvements, price £18 per acre. 104 Masterton, 3 acres, 6 roomed house and outbuildings. 189 Taratahi, 26 acres, good grazing; 600 feet sawmill £250. 240 Masterton, 40 acres, 4 roomed house and first-class orchard. 273 Opaki, Te Ore Ore, 1 acre. 321 Kuripuni, house and section; suitable for small business. bbox=[365, 174, 526, 223]
article-text: WANTED KNOWN.—That Mrs Bell's Bakery, Queen-street, has removed to the corner of Chapel-street. bbox=[1135, 319, 1298, 337]
heading: At Two O'clock p.m. bbox=[838, 185, 917, 194]
display-headline: J. B. OSBORNE bbox=[940, 814, 1123, 839]
heading: FINANCIAL, INSURANCE AND STATION AGENT. bbox=[365, 87, 525, 104]
article-text: TO LET—Four-roomed Cottage, South-road. Apply to Mr. Alexander, Chapel-street. bbox=[935, 333, 1127, 351]
subheading: Friday, March 22nd, 1889 bbox=[826, 164, 929, 184]
article-text: That handsome and commodious family residence in Wadestown. Apply to HARCOURT & Co. Newtown—Several new 5-roomed houses. bbox=[217, 713, 358, 738]
display-headline: NOTICE. bbox=[978, 849, 1085, 874]
heading: OWEN'S PATENT NEW ZEALAND SHEEP DIP. bbox=[546, 511, 678, 529]
article-text: All that piece of land containing 1 acre 1 rood 19 perches more or less, situate in the Taratahi Plain Block. All that piece of land containing 3 roods 20 perches, being part of Section 97, on the plan of the Taratahi Plain Block. Together with well-finished and splendidly built six-roomed dwelling house, containing eight rooms, verandah, stone-cellar; wood and wash-house, outbuildings; surrounded with a splendid garden and orchard. All well fenced. bbox=[935, 101, 1127, 150]
masthead-title: THE WAIRARAPA DAILY, THURSDAY, FEBRUARY 28, 1889. bbox=[6, 4, 1108, 26]
article-text: Are favored with instructions from the Directors of the Wellington and Manawatu Railway Company, Limited, to sell by public auction as above, the OHAU, MANAWAU BLOCK, containing bbox=[827, 212, 929, 255]
column-5 bbox=[528, 30, 694, 2045]
heading: Temporary Offices— GREY-STREET, WELLINGTON. bbox=[217, 164, 357, 182]
article-text: THE Undersigned will be pleased to submit SAMPLES, with quotations, on application by letter or telegram. bbox=[532, 722, 691, 740]
heading: IN ALL ITS BRANCHES. bbox=[984, 703, 1079, 713]
article-text: Has received instructions to sell by public auction, at his Greytown Rooms, on Saturday, the 2nd March, at 1 p.m., ESTATE OF THE LATE Mr. J. Jeneen, a large assortment of Furniture and General Merchandise. Household Furniture of every description, Copper Boilers, Iron Tanks, Crockery, Glassware, Bedding, Brushes, Lamps, &c. New and Seasonable Drapery and Clothing, Bar Soap, Sugar, Candles, Rice, Flour, Groceries, Crockery, Lamps, Saddlery, Harness, Ironmongery, Tools, Sundries. Terms Cash. bbox=[699, 181, 820, 268]
subheading: Masterton Labor Exchange bbox=[1147, 505, 1285, 516]
display-headline: COCKSFOOT. bbox=[532, 695, 692, 720]
article-text: To be held on Opaki Racecourse on MONDAY, MARCH 18, 1889. NOMINATIONS for St Patrick's Handicap, Flying Handicap, and Grand Stand Handicap, 1 o'clock, at Club Hotel, Masterton, on Friday, 8th March. Acceptances to be sent in by 9 p.m. on Thursday, 14th March. Programme in all hotels in the district, and on application to the Secretary. bbox=[62, 348, 210, 397]
heading: MASTERTON. bbox=[108, 940, 163, 950]
article-text: NEW BOOKS & PERIODICALS, CHRISTMAS AND NEW YEAR CARDS, Now constructed. bbox=[935, 560, 1127, 578]
heading: FOR SALE. bbox=[1010, 249, 1053, 259]
heading: of bbox=[755, 517, 763, 527]
display-headline: THEATRE ROYAL, bbox=[77, 236, 195, 282]
column-header: Business Notices. bbox=[365, 30, 526, 40]
article-text: If grey, restores to original color. An elegant dressing, softens and beautifies. No oil nor grease. A Tonic Restorative. Stops hair coming out; strengthens, cleanses, heals scalp. bbox=[62, 196, 210, 227]
subheading: Annual Christmas Sale bbox=[973, 547, 1090, 558]
column-1 bbox=[6, 30, 58, 2045]
article-text: DAIRY PRODUCE. Fresh Butter, 5 entries, Mrs. Horrison 1, Mrs. Gorther 2; Salt Butter, 3 entries, Mrs. Long 1st; Cheese, 2 entries, J. Stanley 1st; Eggs, one dozen, 4 entries, Mrs. Faulkner 1, Mrs. Elkins 2; Bacon, Side, A. Donald 1st; Ham, J. Russell 1st; Honey in Comb, 2 entries, W. Kemp 1st; Extracted Honey, W. Grant 1st. bbox=[9, 910, 55, 1059]
heading: IN THE EXCHANGE HALL, 18, 21 & 25, Lambton-Quay, WELLINGTON. bbox=[838, 129, 917, 162]
article-text: Is the cheapest and best place for all kinds of Brown Holland, Gala Covers, Knitted Mantelpieces, Tents, Tarpaulins, Flags to cover stacks, &c. D. ALABASTER, Opposite the Hammer-street Fire Brigade Station, Wellington. bbox=[1135, 264, 1298, 295]
article-text: 30 acres, Tawa Flat, suitable for sheep, 6 roomed house, garden, orchard, £2,000. 5 acres, Karori, house, stable, garden, £1,500. 100 acres Paraparaumu, 40 cleared, £10 per acre. 640 acres, Manawatu, all in grass, £7 per acre. bbox=[217, 494, 358, 531]
heading: Seventh Sale of the Lands of the Wellington & Manawatu Railway Coy. (Limited.) bbox=[826, 96, 929, 129]
display-headline: BON MARCHE bbox=[80, 680, 191, 726]
article-text: THE UNDERSIGNED has opened the above Store, and begs to inform his old customers and friends, that they will be supplied with NEW GOODS at LOWEST POSSIBLE PRICES. bbox=[935, 789, 1127, 814]
article-text: 250 acres. Castlepoint, Wallaceville, Upper Hutt, Otaki, and other districts. Terms easy. Apply to HARCOURT & Co., Grey-street, Wellington. bbox=[217, 469, 358, 494]
heading: QUEEN-ST REGISTRY OFFICE, MASTERTON. bbox=[1155, 448, 1277, 466]
article-text: WANTED KNOWN.—By a first-class builder, horse-driven, and general handyman; good references. Apply to W. D., care of this office. bbox=[1135, 387, 1298, 412]
display-headline: JNO. YOUNG bbox=[714, 1090, 804, 1136]
article-text: WANTED—Washing—experienced laundress or by the day. WANTED KNOWN—That Arthur is thoroughly competent to undertake all kinds of station work. Apply to P. D. Dawson. bbox=[1135, 294, 1298, 319]
heading: GREY-STREET, WELLINGTON. bbox=[227, 784, 347, 794]
display-headline: HAY RAKES bbox=[64, 551, 208, 576]
heading: J. H. BETHUNE & Co. bbox=[835, 706, 920, 716]
subheading: BON MARCHE. bbox=[97, 929, 175, 940]
article-text: Consisting of Fans, Fire Screens, Vases, Baskets, Ornaments, Blinds, Baskets, Trays, Handkerchiefs, Boxes, Swings, Ladies' Work Baskets, Caskets, &c. Writing Desks, Work-boxes, Ladies' Companions, Purses, Pocket Books, Ladies' Bags, Toys, Dolls, Baby Carriages. bbox=[935, 647, 1127, 678]
article-text: TENDERS are invited for Clearing slips and cleaning watertables on Tawatahi Road. Specifications may be seen at Mr Chapman's residence. Tenders close Saturday, 9th March. J. PURDEDALE, Clerk. Alfredton, Feb. 26th, 1889. bbox=[62, 514, 210, 551]
article-text: WANTED KNOWN—Robert Danlop, Bootmaker, Queen-street, late of Ford Street. Repairs neatly executed. bbox=[1135, 644, 1298, 662]
article-text: FRANCIS SIDEY AND CO. are instructed by the trustees in the estate of the late Mr. Robert Symes, 2 Miles, Mason-street, Lot 4, Mason-street, in the City of Wellington, on THURSDAY, the 7th day of March, 1889, at half-past two o'clock, under the direction of Mr. Joshua Lee, Esq., Registrar of the Supreme Court, Wellington, all that piece of land being part of Section 6, in the Property Lane, situate in the Property Tax Department, Price £1,200. Terms easy. bbox=[935, 52, 1127, 101]
heading: TENDERS WANTED FOR bbox=[1167, 67, 1265, 77]
article-text: The best and cheapest dip in the market, is used with cold water, and the wool is not known to be the most effective. LOWES & JORNS, Agents for the Wairarapa. bbox=[532, 530, 691, 555]
article-text: 1,300 acres of rich limestone land, consisting of hills, downs, and flats, a large proportion excellent wheat and oats country; 500 acres of which is in English grass, the balance in native pastures. Fenced into 4 paddocks. 1,500 sheep, 30 cattle. Price 30s per acre. Terms easy. bbox=[217, 321, 358, 364]
subheading: GRAND INTERCOLONIAL EXHIBITION OF DOGS, bbox=[70, 425, 201, 446]
heading: FARM FOR SALE. bbox=[577, 407, 647, 417]
